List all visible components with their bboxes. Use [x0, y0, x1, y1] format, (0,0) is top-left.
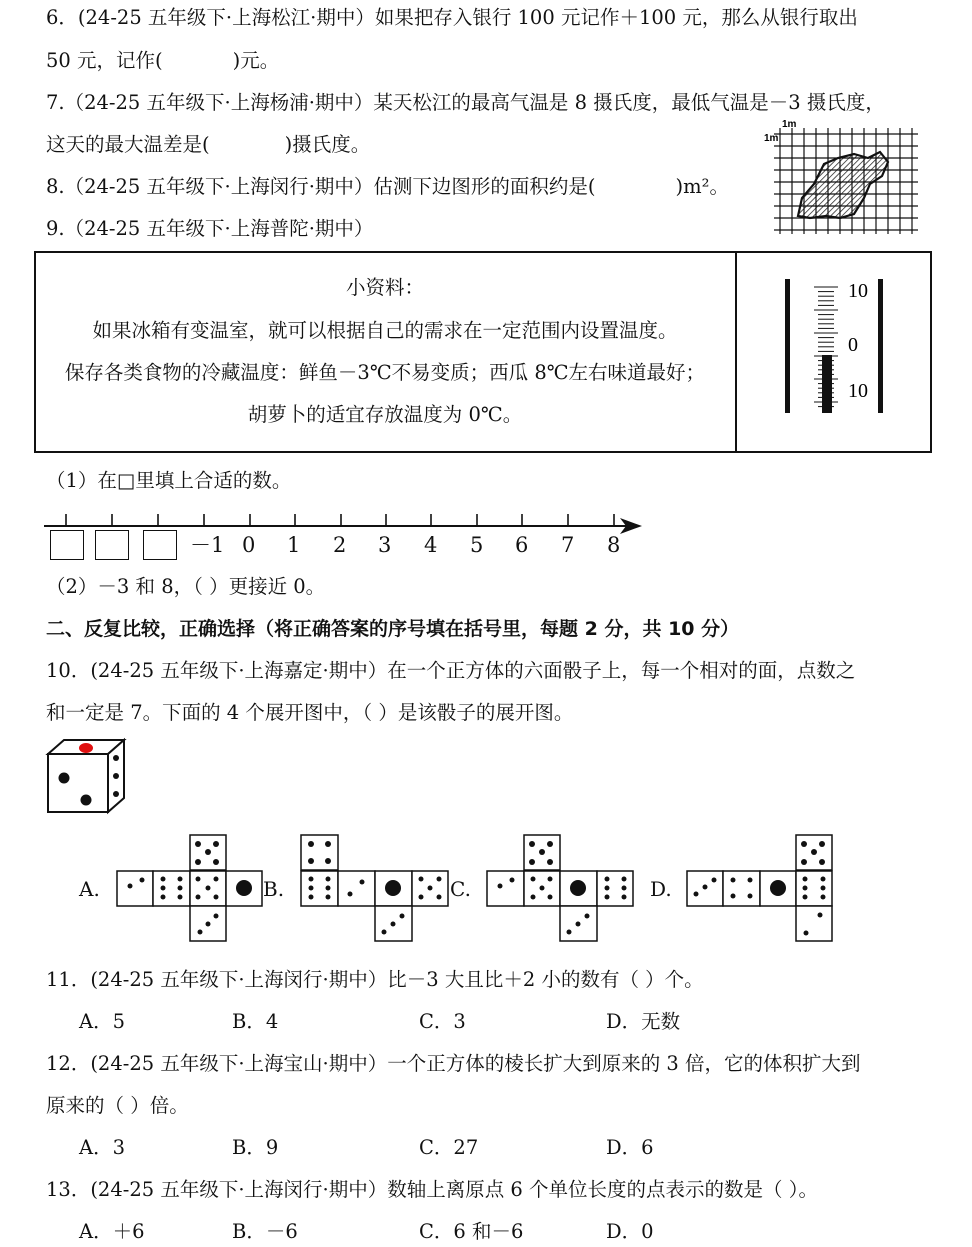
numline-label-6: 6	[515, 533, 529, 557]
numline-label-3: 3	[378, 533, 392, 557]
q10-option-a[interactable]: A.	[79, 877, 100, 901]
area-grid-figure	[764, 118, 924, 236]
q7-line2	[46, 130, 370, 160]
q6-text-b: )元。	[232, 49, 280, 72]
q13-line: 13．(24-25 五年级下·上海闵行·期中）数轴上离原点 6 个单位长度的点表示的数是（ ）。	[46, 1178, 818, 1201]
grid-label-side: 1m	[764, 133, 779, 144]
q12-line1: 12．(24-25 五年级下·上海宝山·期中）一个正方体的棱长扩大到原来的 3 倍，它的体积扩大到	[46, 1052, 861, 1075]
info-title: 小资料：	[345, 276, 424, 299]
numline-label-8: 8	[607, 533, 621, 557]
info-line3: 胡萝卜的适宜存放温度为 0℃。	[247, 403, 523, 426]
numline-label-0: 0	[242, 533, 256, 557]
grid-label-top: 1m	[782, 119, 797, 130]
q6-line1: 6．(24-25 五年级下·上海松江·期中）如果把存入银行 100 元记作＋100 元，那么从银行取出	[46, 6, 858, 29]
thermo-label-top: 10	[848, 280, 868, 302]
q12-option-d[interactable]: D．6	[606, 1136, 654, 1159]
q9-part2: （2）－3 和 8，（ ）更接近 0。	[46, 575, 326, 598]
q12-option-c[interactable]: C．27	[419, 1136, 479, 1159]
net-d-figure	[686, 834, 834, 944]
q7-line1: 7.（24-25 五年级下·上海杨浦·期中）某天松江的最高气温是 8 摄氏度，最低气温是－3 摄氏度，	[46, 91, 885, 114]
q13-option-d[interactable]: D．0	[606, 1220, 654, 1243]
q8-text-a: 8.（24-25 五年级下·上海闵行·期中）估测下边图形的面积约是(	[46, 175, 596, 198]
numline-label-7: 7	[561, 533, 575, 557]
numline-label-2: 2	[333, 533, 347, 557]
q11-option-a[interactable]: A．5	[79, 1010, 125, 1033]
q10-line1: 10．(24-25 五年级下·上海嘉定·期中）在一个正方体的六面骰子上，每一个相对的面，点数之	[46, 659, 856, 682]
q13-option-b[interactable]: B．－6	[232, 1220, 298, 1243]
number-line-blank-2[interactable]	[95, 530, 129, 560]
thermometer-bar	[822, 355, 832, 413]
numline-label-4: 4	[424, 533, 438, 557]
die-top-red-pip	[79, 743, 93, 753]
numline-label-1: 1	[287, 533, 301, 557]
net-c-figure	[486, 834, 634, 944]
q12-option-b[interactable]: B．9	[232, 1136, 279, 1159]
thermo-label-bottom: 10	[848, 380, 868, 402]
info-line1: 如果冰箱有变温室，就可以根据自己的需求在一定范围内设置温度。	[92, 319, 678, 342]
section2-heading: 二、反复比较，正确选择（将正确答案的序号填在括号里，每题 2 分，共 10 分）	[46, 618, 740, 640]
die-3d-figure	[46, 738, 128, 816]
irregular-shape	[798, 152, 888, 218]
q9-part1: （1）在□里填上合适的数。	[46, 469, 292, 492]
q10-line2: 和一定是 7。下面的 4 个展开图中，（ ）是该骰子的展开图。	[46, 701, 574, 724]
q11-option-d[interactable]: D．无数	[606, 1010, 681, 1033]
number-line-blank-3[interactable]	[143, 530, 177, 560]
numline-label-neg1: －1	[190, 533, 225, 557]
q13-option-a[interactable]: A．＋6	[79, 1220, 145, 1243]
q9-line: 9.（24-25 五年级下·上海普陀·期中）	[46, 217, 374, 240]
q12-line2: 原来的（ ）倍。	[46, 1094, 189, 1117]
q10-option-c[interactable]: C.	[450, 877, 471, 901]
numline-label-5: 5	[470, 533, 484, 557]
q13-option-c[interactable]: C．6 和－6	[419, 1220, 524, 1243]
net-a-figure	[116, 834, 264, 944]
q10-option-b[interactable]: B.	[263, 877, 285, 901]
q11-option-c[interactable]: C．3	[419, 1010, 466, 1033]
q12-option-a[interactable]: A．3	[79, 1136, 125, 1159]
net-b-figure	[300, 834, 450, 944]
q11-option-b[interactable]: B．4	[232, 1010, 279, 1033]
thermometer-figure	[780, 275, 890, 420]
q8-line	[46, 172, 729, 202]
info-box-divider	[735, 251, 737, 453]
info-line2: 保存各类食物的冷藏温度：鲜鱼－3℃不易变质；西瓜 8℃左右味道最好；	[64, 361, 706, 384]
q7-text-a: 这天的最大温差是(	[46, 133, 210, 156]
q7-text-b: )摄氏度。	[284, 133, 371, 156]
q8-text-b: )m²。	[675, 175, 729, 198]
number-line-blank-1[interactable]	[50, 530, 84, 560]
thermo-label-mid: 0	[848, 334, 858, 356]
q11-line: 11．(24-25 五年级下·上海闵行·期中）比－3 大且比＋2 小的数有（ ）个。	[46, 968, 704, 991]
q6-line2	[46, 46, 279, 76]
q6-text-a: 50 元，记作(	[46, 49, 163, 72]
q10-option-d[interactable]: D.	[650, 877, 672, 901]
